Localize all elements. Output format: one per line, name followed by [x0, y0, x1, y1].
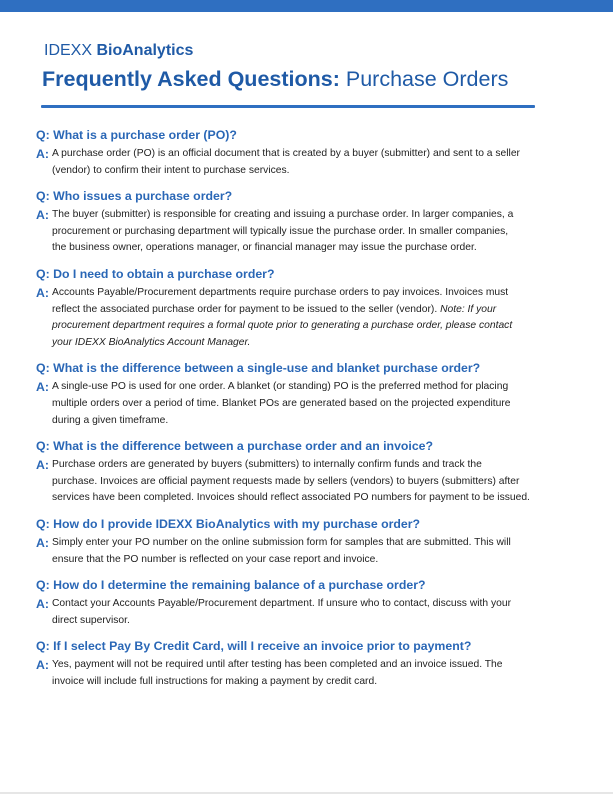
- answer-prefix: A:: [36, 285, 49, 300]
- faq-item: [36, 128, 576, 179]
- question-text: What is the difference between a purchase order and an invoice?: [53, 439, 434, 454]
- faq-question: [36, 639, 576, 654]
- faq-answer: [36, 285, 576, 351]
- answer-text: [52, 457, 530, 507]
- faq-item: [36, 439, 576, 507]
- faq-question: [36, 128, 576, 143]
- answer-note-text: procurement department requires a formal quote prior to generating a purchase order, please contact: [52, 320, 513, 332]
- page-title-regular: Purchase Orders: [345, 67, 509, 91]
- answer-prefix: A:: [36, 658, 49, 673]
- brand-bold: BioAnalytics: [96, 42, 194, 59]
- question-text: Who issues a purchase order?: [53, 189, 233, 204]
- answer-line-text: reflect the associated purchase order for payment to be issued to the seller (vendor).: [52, 303, 438, 315]
- answer-line: Simply enter your PO number on the online submission form for samples that are submitted. This will: [52, 536, 511, 548]
- answer-text: [52, 207, 513, 257]
- faq-item: [36, 578, 576, 629]
- answer-line: (vendor) to confirm their intent to purchase services.: [52, 164, 290, 176]
- question-prefix: Q:: [36, 189, 50, 204]
- question-prefix: Q:: [36, 639, 50, 654]
- faq-question: [36, 361, 576, 376]
- faq-answer: [36, 535, 576, 568]
- answer-line: The buyer (submitter) is responsible for creating and issuing a purchase order. In larger companies, a: [52, 209, 514, 221]
- question-text: What is the difference between a single-use and blanket purchase order?: [53, 361, 481, 376]
- faq-question: [36, 439, 576, 454]
- faq-question: [36, 578, 576, 593]
- answer-text: [52, 596, 511, 629]
- answer-text: [52, 146, 520, 179]
- answer-text: [52, 379, 510, 429]
- question-text: How do I provide IDEXX BioAnalytics with my purchase order?: [53, 516, 421, 531]
- answer-prefix: A:: [36, 380, 49, 395]
- answer-line: ensure that the PO number is reflected on your case report and invoice.: [52, 553, 379, 565]
- title-divider: [41, 105, 535, 108]
- answer-line: Contact your Accounts Payable/Procurement department. If unsure who to contact, discuss with your: [52, 598, 512, 610]
- question-prefix: Q:: [36, 578, 50, 593]
- answer-line: procurement or purchasing department will typically issue the purchase order. In smaller companies,: [52, 225, 509, 237]
- faq-item: [36, 267, 576, 351]
- header-accent-bar: [0, 0, 613, 12]
- answer-line: purchase. Invoices are official payment requests made by sellers (vendors) to buyers (submitters) after: [52, 475, 520, 487]
- question-prefix: Q:: [36, 361, 50, 376]
- answer-prefix: A:: [36, 458, 49, 473]
- answer-prefix: A:: [36, 535, 49, 550]
- answer-line: Accounts Payable/Procurement departments require purchase orders to pay invoices. Invoices must: [52, 286, 509, 298]
- question-prefix: Q:: [36, 439, 50, 454]
- answer-text: [52, 535, 511, 568]
- answer-note-line: [52, 318, 512, 335]
- answer-line: Yes, payment will not be required until after testing has been completed and an invoice issued. The: [52, 659, 503, 671]
- answer-line: during a given timeframe.: [52, 414, 169, 426]
- brand-regular: IDEXX: [44, 42, 93, 59]
- page-title-bold: Frequently Asked Questions:: [42, 67, 340, 91]
- question-prefix: Q:: [36, 516, 50, 531]
- question-text: Do I need to obtain a purchase order?: [53, 266, 275, 281]
- answer-line: the business owner, operations manager, or financial manager may issue the purchase order.: [52, 242, 477, 254]
- faq-answer: [36, 146, 576, 179]
- answer-line: multiple orders over a period of time. Blanket POs are generated based on the projected expenditure: [52, 397, 511, 409]
- answer-prefix: A:: [36, 147, 49, 161]
- faq-answer: [36, 457, 576, 507]
- answer-line: Purchase orders are generated by buyers (submitters) to internally confirm funds and track the: [52, 459, 482, 471]
- answer-prefix: A:: [36, 597, 49, 612]
- faq-item: [36, 361, 576, 429]
- answer-line: direct supervisor.: [52, 614, 130, 626]
- faq-question: [36, 517, 576, 532]
- answer-line: A single-use PO is used for one order. A blanket (or standing) PO is the preferred method for placing: [52, 381, 509, 393]
- faq-answer: [36, 379, 576, 429]
- question-text: If I select Pay By Credit Card, will I receive an invoice prior to payment?: [53, 639, 472, 654]
- question-text: How do I determine the remaining balance of a purchase order?: [53, 578, 426, 593]
- page-title: [42, 67, 508, 92]
- faq-item: [36, 517, 576, 568]
- faq-item: [36, 639, 576, 690]
- answer-text: [52, 285, 512, 351]
- answer-line: invoice will include full instructions for making a payment by credit card.: [52, 675, 378, 687]
- answer-text: [52, 657, 502, 690]
- answer-note-line: [52, 335, 512, 352]
- answer-line: [52, 302, 512, 319]
- answer-note-text: your IDEXX BioAnalytics Account Manager.: [52, 336, 251, 348]
- brand-name: [44, 42, 193, 60]
- faq-list: [36, 128, 576, 700]
- faq-answer: [36, 207, 576, 257]
- answer-prefix: A:: [36, 208, 49, 223]
- question-prefix: Q:: [36, 128, 50, 142]
- faq-answer: [36, 657, 576, 690]
- question-text: What is a purchase order (PO)?: [53, 128, 237, 142]
- question-prefix: Q:: [36, 266, 50, 281]
- faq-question: [36, 189, 576, 204]
- answer-line: A purchase order (PO) is an official document that is created by a buyer (submitter) and sent to a seller: [52, 148, 520, 159]
- answer-line: services have been completed. Invoices should reflect associated PO numbers for payment to be issued.: [52, 492, 530, 504]
- answer-note-start: Note: If your: [440, 303, 497, 315]
- faq-item: [36, 189, 576, 257]
- faq-question: [36, 267, 576, 282]
- faq-answer: [36, 596, 576, 629]
